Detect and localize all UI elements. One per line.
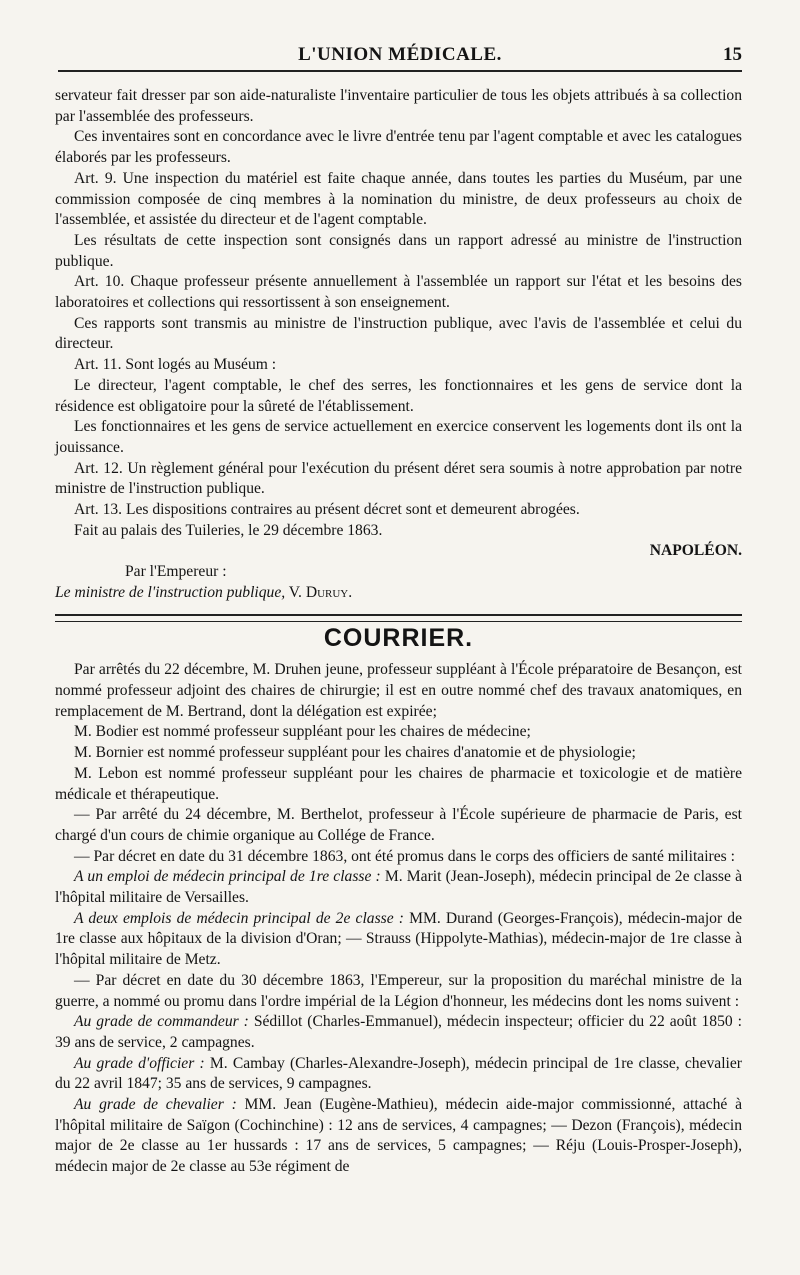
grade-heading: Au grade d'officier : [74,1054,205,1072]
paragraph: Le directeur, l'agent comptable, le chef des serres, les fonctionnaires et les gens de service dont la résidence est obligatoire pour la sûreté de l'établissement. [55,376,742,415]
paragraph: Ces inventaires sont en concordance avec le livre d'entrée tenu par l'agent comptable et avec les catalogues élaborés par les professeurs. [55,128,742,167]
paragraph: Les résultats de cette inspection sont consignés dans un rapport adressé au ministre de l'instruction publique. [55,231,742,270]
paragraph: M. Bodier est nommé professeur suppléant pour les chaires de médecine; [74,723,531,741]
paragraph: servateur fait dresser par son aide-naturaliste l'inventaire particulier de tous les objets attribués à sa collection par l'assemblée des professeurs. [55,87,742,125]
paragraph [55,909,742,971]
paragraph: M. Bornier est nommé professeur suppléant pour les chaires d'anatomie et de physiologie; [74,744,636,762]
paragraph: Les fonctionnaires et les gens de service actuellement en exercice conservent les logements dont ils ont la jouissance. [55,418,742,456]
article-13: Art. 13. Les dispositions contraires au présent décret sont et demeurent abrogées. [74,501,580,519]
paragraph: Par arrêtés du 22 décembre, M. Druhen jeune, professeur suppléant à l'École préparatoire de Besançon, est nommé professeur adjoint des chaires de chirurgie; il est en outre nommé chef des travaux anatomiques, en remplacement de M. Bertrand, dont la délégation est expirée; [55,661,742,720]
paragraph: — Par arrêté du 24 décembre, M. Berthelot, professeur à l'École supérieure de pharmacie de Paris, est chargé d'un cours de chimie organique au Collége de France. [55,806,742,844]
page-number: 15 [723,44,742,65]
article-10: Art. 10. Chaque professeur présente annuellement à l'assemblée un rapport sur l'état et les besoins des laboratoires et collections qui ressortissent à son enseignement. [55,273,742,312]
grade-text: M. Cambay (Charles-Alexandre-Joseph), médecin principal de 1re classe, chevalier du 22 avril 1847; 35 ans de services, 9 campagnes. [55,1054,742,1093]
paragraph: — Par décret en date du 31 décembre 1863, ont été promus dans le corps des officiers de santé militaires : [74,847,735,865]
paragraph [55,1054,742,1095]
paragraph: Ces rapports sont transmis au ministre de l'instruction publique, avec l'avis de l'assemblée et celui du directeur. [55,314,742,353]
running-title: L'UNION MÉDICALE. [298,44,502,65]
section-divider [55,614,742,622]
minister-title: Le ministre de l'instruction publique, [55,583,286,601]
grade-heading: Au grade de commandeur : [74,1013,249,1031]
signature: NAPOLÉON. [649,542,742,560]
appointment-heading: A un emploi de médecin principal de 1re classe : [74,868,381,886]
paragraph [55,1095,742,1178]
grade-text: Sédillot (Charles-Emmanuel), médecin inspecteur; officier du 22 août 1850 : 39 ans de service, 2 campagnes. [55,1013,742,1051]
paragraph [55,1012,742,1053]
grade-heading: Au grade de chevalier : [74,1096,237,1114]
paragraph: M. Lebon est nommé professeur suppléant pour les chaires de pharmacie et toxicologie et de matière médicale et thérapeutique. [55,764,742,803]
body-text [55,86,742,1178]
page-header [58,42,742,72]
by-emperor: Par l'Empereur : [125,563,227,581]
appointment-text: MM. Durand (Georges-François), médecin-major de 1re classe aux hôpitaux de la division d'Oran; — Strauss (Hippolyte-Mathias), médecin-major de 1re classe à l'hôpital militaire de Metz. [55,909,742,969]
minister-name: V. Duruy. [285,583,353,601]
section-title: COURRIER. [323,623,474,652]
dateline: Fait au palais des Tuileries, le 29 décembre 1863. [74,521,383,539]
paragraph: — Par décret en date du 30 décembre 1863, l'Empereur, sur la proposition du maréchal ministre de la guerre, a nommé ou promu dans l'ordre impérial de la Légion d'honneur, les médecins dont les noms suivent : [55,971,742,1010]
appointment-text: M. Marit (Jean-Joseph), médecin principal de 2e classe à l'hôpital militaire de Versailles. [55,868,742,907]
appointment-heading: A deux emplois de médecin principal de 2e classe : [74,909,404,927]
article-12: Art. 12. Un règlement général pour l'exécution du présent déret sera soumis à notre approbation par notre ministre de l'instruction publique. [55,459,742,498]
grade-text: MM. Jean (Eugène-Mathieu), médecin aide-major commissionné, attaché à l'hôpital militaire de Saïgon (Cochinchine) : 12 ans de services, 4 campagnes; — Dezon (François), médecin major de 2e classe au 1er hussards : 17 ans de services, 5 campagnes; — Réju (Louis-Prosper-Joseph), médecin major de 2e classe au 53e régiment de [55,1096,742,1176]
minister-line [55,583,742,604]
paragraph [55,867,742,908]
article-9: Art. 9. Une inspection du matériel est faite chaque année, dans toutes les parties du Muséum, par une commission composée de cinq membres à la nomination du ministre, de deux professeurs au choix de l'assemblée, et assistée du directeur et de l'agent comptable. [55,169,742,229]
article-11: Art. 11. Sont logés au Muséum : [74,356,277,374]
